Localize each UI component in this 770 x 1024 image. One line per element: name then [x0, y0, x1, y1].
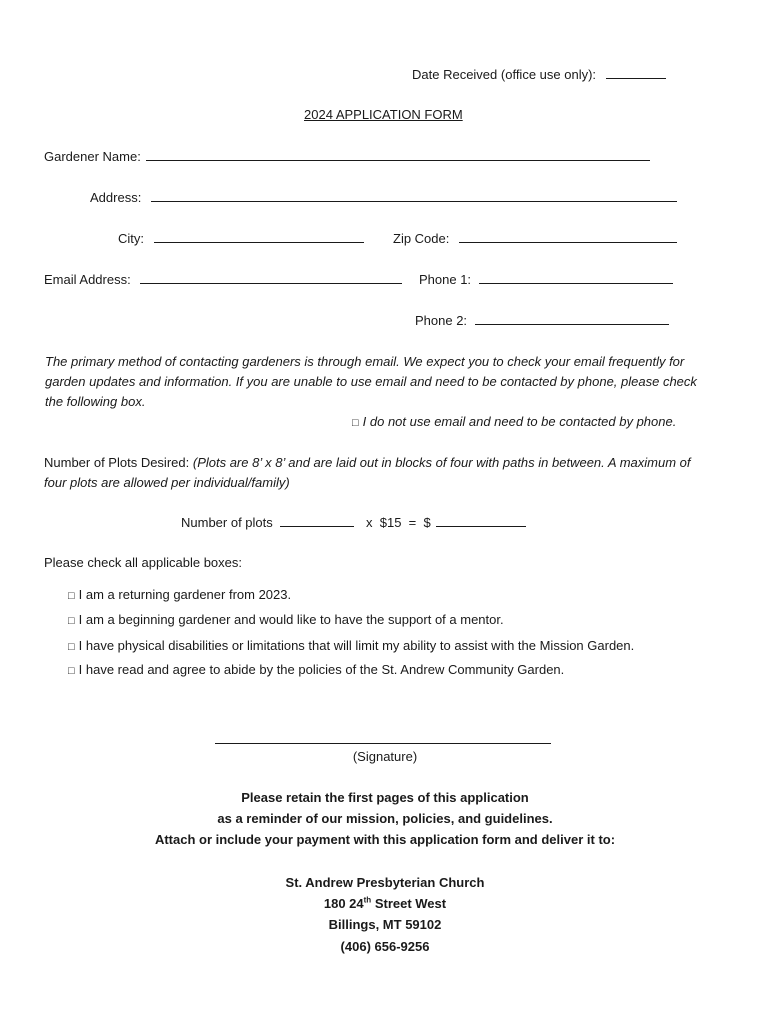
zip-label: Zip Code: — [393, 231, 450, 246]
zip-blank[interactable] — [459, 230, 677, 243]
signature-label: (Signature) — [352, 749, 418, 764]
address-blank[interactable] — [151, 189, 677, 202]
city-row — [118, 230, 364, 247]
gardener-name-row — [44, 148, 650, 165]
date-received-blank[interactable] — [606, 66, 666, 79]
plots-calc-label: Number of plots — [181, 515, 273, 530]
phone1-blank[interactable] — [479, 271, 673, 284]
checkbox-item[interactable] — [68, 638, 634, 655]
plots-desired-label: Number of Plots Desired: — [44, 455, 190, 470]
plots-desired-note: (Plots are 8’ x 8’ and are laid out in blocks of four with paths in between. A maximum of four plots are allowed per individual/family) — [44, 455, 691, 490]
plots-calculation — [181, 514, 526, 531]
gardener-name-blank[interactable] — [146, 148, 650, 161]
date-received-label: Date Received (office use only): — [412, 67, 597, 82]
checkbox-icon[interactable]: □ — [68, 615, 75, 627]
contact-note: The primary method of contacting gardeners is through email. We expect you to check your email frequently for garden updates and information. If you are unable to use email and need to be contacted by phone, please check the following box. — [45, 354, 697, 409]
checkbox-icon[interactable]: □ — [68, 641, 75, 653]
checkbox-item[interactable] — [68, 662, 564, 679]
street-suffix: th — [363, 895, 372, 905]
footer-line2: as a reminder of our mission, policies, and guidelines. — [217, 811, 553, 826]
phone1-label: Phone 1: — [419, 272, 472, 287]
email-row — [44, 271, 402, 288]
checkbox-icon[interactable]: □ — [352, 417, 359, 429]
signature-line[interactable] — [215, 743, 551, 744]
date-received-field — [412, 66, 666, 83]
footer-line1: Please retain the first pages of this application — [241, 790, 529, 805]
church-city-state: Billings, MT 59102 — [328, 917, 442, 932]
plots-count-blank[interactable] — [280, 514, 354, 527]
checkbox-icon[interactable]: □ — [68, 590, 75, 602]
form-title: 2024 APPLICATION FORM — [304, 107, 463, 122]
phone-contact-checkbox-row[interactable] — [352, 414, 676, 431]
church-phone: (406) 656-9256 — [340, 939, 430, 954]
checkbox-item[interactable] — [68, 612, 504, 629]
checkbox-icon[interactable]: □ — [68, 665, 75, 677]
checkbox-item-label: I am a beginning gardener and would like to have the support of a mentor. — [78, 612, 504, 627]
plots-desired — [44, 453, 704, 493]
checkboxes-intro: Please check all applicable boxes: — [44, 555, 243, 570]
street-name: Street West — [371, 896, 447, 911]
church-street — [0, 896, 770, 912]
phone2-row — [415, 312, 669, 329]
plots-multiplier: x $15 = $ — [366, 515, 431, 530]
gardener-name-label: Gardener Name: — [44, 149, 141, 164]
zip-row — [393, 230, 677, 247]
email-label: Email Address: — [44, 272, 131, 287]
checkbox-item-label: I have read and agree to abide by the policies of the St. Andrew Community Garden. — [78, 662, 565, 677]
phone1-row — [419, 271, 673, 288]
checkbox-item-label: I have physical disabilities or limitations that will limit my ability to assist with the Mission Garden. — [78, 638, 635, 653]
phone2-blank[interactable] — [475, 312, 669, 325]
city-blank[interactable] — [154, 230, 364, 243]
street-number: 180 24 — [323, 896, 364, 911]
phone2-label: Phone 2: — [415, 313, 468, 328]
checkbox-item[interactable] — [68, 587, 291, 604]
checkbox-item-label: I am a returning gardener from 2023. — [78, 587, 292, 602]
plots-total-blank[interactable] — [436, 514, 526, 527]
footer-line3: Attach or include your payment with this application form and deliver it to: — [154, 832, 616, 847]
church-name: St. Andrew Presbyterian Church — [285, 875, 485, 890]
email-blank[interactable] — [140, 271, 402, 284]
phone-contact-checkbox-label: I do not use email and need to be contacted by phone. — [362, 414, 677, 429]
address-row — [90, 189, 677, 206]
address-label: Address: — [90, 190, 142, 205]
city-label: City: — [118, 231, 144, 246]
